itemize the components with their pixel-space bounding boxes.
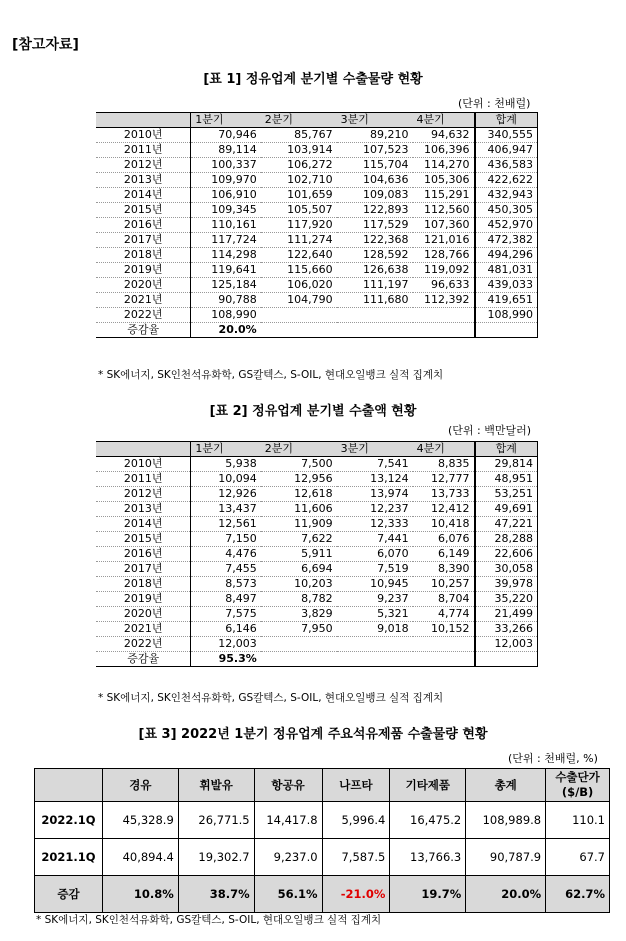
table1-header-cell: 1분기	[191, 113, 261, 128]
table-cell: 56.1%	[254, 876, 322, 913]
row-label: 2014년	[96, 188, 191, 203]
table-cell: 114,298	[191, 248, 261, 263]
table-cell: 103,914	[261, 143, 337, 158]
table-cell: 119,641	[191, 263, 261, 278]
table-cell: 6,694	[261, 562, 337, 577]
table-row	[96, 263, 538, 278]
row-label: 증감	[35, 876, 103, 913]
row-label: 2012년	[96, 158, 191, 173]
table-cell: 89,210	[337, 128, 413, 143]
table-cell: 12,777	[413, 472, 475, 487]
table-cell: 101,659	[261, 188, 337, 203]
table-cell: 109,970	[191, 173, 261, 188]
table-cell: 7,541	[337, 457, 413, 472]
table2-note: * SK에너지, SK인천석유화학, GS칼텍스, S-OIL, 현대오일뱅크 실적 집계치	[98, 692, 444, 704]
table-cell: 12,412	[413, 502, 475, 517]
row-label: 2011년	[96, 472, 191, 487]
table-cell: 108,989.8	[466, 802, 546, 839]
table-cell: 4,774	[413, 607, 475, 622]
table-cell: 12,003	[475, 637, 538, 652]
table-cell: 5,938	[191, 457, 261, 472]
table-cell: 109,345	[191, 203, 261, 218]
table-cell: 19,302.7	[178, 839, 254, 876]
table-cell	[337, 637, 413, 652]
table-cell: 481,031	[475, 263, 538, 278]
table-row	[96, 487, 538, 502]
table-cell: 106,396	[413, 143, 475, 158]
table-cell: 11,606	[261, 502, 337, 517]
row-label: 2021.1Q	[35, 839, 103, 876]
table-cell: 10,094	[191, 472, 261, 487]
row-label: 증감율	[96, 323, 191, 338]
table-cell	[337, 323, 413, 338]
table-cell: 10,203	[261, 577, 337, 592]
table-cell: 112,560	[413, 203, 475, 218]
table-cell: 108,990	[191, 308, 261, 323]
table1-header-row	[96, 113, 538, 128]
table-cell: 90,788	[191, 293, 261, 308]
table2-title: [표 2] 정유업계 분기별 수출액 현황	[209, 404, 417, 419]
row-label: 2016년	[96, 218, 191, 233]
table3-header-cell: 항공유	[254, 769, 322, 802]
table-cell: 7,622	[261, 532, 337, 547]
table-cell: 96,633	[413, 278, 475, 293]
table-cell: 39,978	[475, 577, 538, 592]
table-cell: 126,638	[337, 263, 413, 278]
table-cell: 12,333	[337, 517, 413, 532]
table-cell: 102,710	[261, 173, 337, 188]
table-cell: 122,368	[337, 233, 413, 248]
table-cell: 100,337	[191, 158, 261, 173]
table3-header-row	[35, 769, 610, 802]
table-cell: 8,573	[191, 577, 261, 592]
table-cell: 5,996.4	[322, 802, 390, 839]
table-cell: 117,724	[191, 233, 261, 248]
table-cell	[261, 308, 337, 323]
table-row	[96, 577, 538, 592]
table2-header-cell: 1분기	[191, 442, 261, 457]
table-cell	[261, 323, 337, 338]
table1-body	[96, 128, 538, 338]
table3-note: * SK에너지, SK인천석유화학, GS칼텍스, S-OIL, 현대오일뱅크 실적 집계치	[36, 914, 382, 926]
table-cell: 38.7%	[178, 876, 254, 913]
table-row	[35, 839, 610, 876]
table-cell: 10,152	[413, 622, 475, 637]
table-cell: 432,943	[475, 188, 538, 203]
table-cell: 494,296	[475, 248, 538, 263]
table-cell: 117,529	[337, 218, 413, 233]
table-row	[96, 622, 538, 637]
table-cell: 48,951	[475, 472, 538, 487]
table-cell	[337, 308, 413, 323]
table-cell	[337, 652, 413, 667]
table1-header-cell: 2분기	[261, 113, 337, 128]
table-row	[96, 637, 538, 652]
table-row	[96, 308, 538, 323]
row-label: 2013년	[96, 173, 191, 188]
table3-title: [표 3] 2022년 1분기 정유업계 주요석유제품 수출물량 현황	[138, 727, 488, 742]
table-cell: 110,161	[191, 218, 261, 233]
table-cell: 9,237	[337, 592, 413, 607]
table-cell: 115,704	[337, 158, 413, 173]
table-cell: 8,497	[191, 592, 261, 607]
table-cell: 13,766.3	[390, 839, 466, 876]
table-cell: 108,990	[475, 308, 538, 323]
table-cell: 70,946	[191, 128, 261, 143]
row-label: 2022년	[96, 637, 191, 652]
table-cell: 115,291	[413, 188, 475, 203]
table-cell: 29,814	[475, 457, 538, 472]
table-cell: 6,076	[413, 532, 475, 547]
table1-title: [표 1] 정유업계 분기별 수출물량 현황	[203, 72, 423, 87]
table-cell: 10,257	[413, 577, 475, 592]
table-cell: 13,733	[413, 487, 475, 502]
table-cell: 53,251	[475, 487, 538, 502]
table-cell: 12,618	[261, 487, 337, 502]
table-cell: 452,970	[475, 218, 538, 233]
table-cell: 85,767	[261, 128, 337, 143]
table-cell: 12,956	[261, 472, 337, 487]
table-row	[96, 173, 538, 188]
table-cell: 117,920	[261, 218, 337, 233]
table-cell: 94,632	[413, 128, 475, 143]
table-cell	[475, 652, 538, 667]
row-label: 2022년	[96, 308, 191, 323]
table-cell: 8,704	[413, 592, 475, 607]
table-cell: 105,507	[261, 203, 337, 218]
table-cell: 7,441	[337, 532, 413, 547]
table-cell: 106,910	[191, 188, 261, 203]
table-cell: 104,790	[261, 293, 337, 308]
table-cell: 111,197	[337, 278, 413, 293]
table-cell: 450,305	[475, 203, 538, 218]
table-cell: 125,184	[191, 278, 261, 293]
table-cell	[475, 323, 538, 338]
table-cell	[413, 323, 475, 338]
table1-header-cell: 4분기	[413, 113, 475, 128]
table-cell: 109,083	[337, 188, 413, 203]
row-label: 2010년	[96, 457, 191, 472]
row-label: 2015년	[96, 532, 191, 547]
row-label: 2019년	[96, 592, 191, 607]
table-cell: 122,640	[261, 248, 337, 263]
table-row	[96, 128, 538, 143]
table3-body	[35, 802, 610, 913]
row-label: 2013년	[96, 502, 191, 517]
table-row	[96, 158, 538, 173]
table-cell: 7,455	[191, 562, 261, 577]
table-cell: 21,499	[475, 607, 538, 622]
table-cell: 7,950	[261, 622, 337, 637]
row-label: 2020년	[96, 278, 191, 293]
table-cell: 10.8%	[102, 876, 178, 913]
table3-header-cell: 휘발유	[178, 769, 254, 802]
table2-header-cell: 4분기	[413, 442, 475, 457]
table-row	[35, 802, 610, 839]
table-cell: 95.3%	[191, 652, 261, 667]
table3-unit: (단위 : 천배럴, %)	[508, 752, 598, 765]
table-cell: 340,555	[475, 128, 538, 143]
table-cell: 9,237.0	[254, 839, 322, 876]
table-cell	[413, 652, 475, 667]
table-row	[96, 233, 538, 248]
table-cell: 90,787.9	[466, 839, 546, 876]
table-cell: 472,382	[475, 233, 538, 248]
table-cell: 67.7	[546, 839, 610, 876]
table-row	[96, 323, 538, 338]
table-cell: 6,149	[413, 547, 475, 562]
row-label: 2018년	[96, 577, 191, 592]
table3-header-cell: 나프타	[322, 769, 390, 802]
table-cell	[261, 637, 337, 652]
table-cell: 114,270	[413, 158, 475, 173]
row-label: 2016년	[96, 547, 191, 562]
table-cell: 3,829	[261, 607, 337, 622]
table-cell: 35,220	[475, 592, 538, 607]
table-cell: 6,146	[191, 622, 261, 637]
table-row	[96, 457, 538, 472]
row-label: 2011년	[96, 143, 191, 158]
table-cell: 26,771.5	[178, 802, 254, 839]
table-cell: 12,561	[191, 517, 261, 532]
table-cell: 14,417.8	[254, 802, 322, 839]
table-row	[96, 562, 538, 577]
table3-header-cell: 총계	[466, 769, 546, 802]
table-cell	[413, 308, 475, 323]
table2-header-cell	[96, 442, 191, 457]
table-cell: 110.1	[546, 802, 610, 839]
table-cell: 16,475.2	[390, 802, 466, 839]
row-label: 2021년	[96, 622, 191, 637]
table-row	[96, 592, 538, 607]
table-cell: -21.0%	[322, 876, 390, 913]
table-cell: 47,221	[475, 517, 538, 532]
table-cell: 5,321	[337, 607, 413, 622]
table-cell: 8,835	[413, 457, 475, 472]
table-cell: 49,691	[475, 502, 538, 517]
table-cell: 106,020	[261, 278, 337, 293]
table-cell: 12,926	[191, 487, 261, 502]
row-label: 2021년	[96, 293, 191, 308]
table-cell: 10,418	[413, 517, 475, 532]
table-row	[96, 652, 538, 667]
table-cell: 6,070	[337, 547, 413, 562]
table2-header-cell: 2분기	[261, 442, 337, 457]
table-cell: 7,150	[191, 532, 261, 547]
table-cell: 7,519	[337, 562, 413, 577]
row-label: 2017년	[96, 233, 191, 248]
table-cell: 8,390	[413, 562, 475, 577]
table-cell: 11,909	[261, 517, 337, 532]
table1	[96, 112, 538, 338]
table-row	[96, 293, 538, 308]
table-cell: 12,003	[191, 637, 261, 652]
table-cell: 119,092	[413, 263, 475, 278]
table-cell: 7,500	[261, 457, 337, 472]
row-label: 2017년	[96, 562, 191, 577]
table-cell: 33,266	[475, 622, 538, 637]
row-label: 2014년	[96, 517, 191, 532]
row-label: 2018년	[96, 248, 191, 263]
table-row	[96, 278, 538, 293]
row-label: 증감율	[96, 652, 191, 667]
table-cell: 30,058	[475, 562, 538, 577]
table-row	[96, 248, 538, 263]
table-row	[96, 188, 538, 203]
table-row	[35, 876, 610, 913]
table-cell: 106,272	[261, 158, 337, 173]
table2	[96, 441, 538, 667]
table-cell: 107,523	[337, 143, 413, 158]
table2-header-cell: 합계	[475, 442, 538, 457]
table2-body	[96, 457, 538, 667]
table3-header-cell	[35, 769, 103, 802]
table-row	[96, 502, 538, 517]
table2-header-row	[96, 442, 538, 457]
table-cell: 111,680	[337, 293, 413, 308]
table-cell: 111,274	[261, 233, 337, 248]
row-label: 2010년	[96, 128, 191, 143]
table-cell	[413, 637, 475, 652]
table-cell: 45,328.9	[102, 802, 178, 839]
table-cell: 12,237	[337, 502, 413, 517]
table-cell: 4,476	[191, 547, 261, 562]
table-row	[96, 607, 538, 622]
table3-header-cell: 수출단가 ($/B)	[546, 769, 610, 802]
row-label: 2022.1Q	[35, 802, 103, 839]
table-cell	[261, 652, 337, 667]
table2-header-cell: 3분기	[337, 442, 413, 457]
table-row	[96, 143, 538, 158]
table-cell: 22,606	[475, 547, 538, 562]
table-cell: 121,016	[413, 233, 475, 248]
table-cell: 104,636	[337, 173, 413, 188]
table-cell: 10,945	[337, 577, 413, 592]
table-cell: 107,360	[413, 218, 475, 233]
row-label: 2020년	[96, 607, 191, 622]
table-cell: 40,894.4	[102, 839, 178, 876]
table-cell: 115,660	[261, 263, 337, 278]
table-cell: 89,114	[191, 143, 261, 158]
table-cell: 28,288	[475, 532, 538, 547]
table-cell: 8,782	[261, 592, 337, 607]
table3-header-cell: 기타제품	[390, 769, 466, 802]
reference-label: [참고자료]	[12, 37, 79, 53]
table-cell: 436,583	[475, 158, 538, 173]
row-label: 2012년	[96, 487, 191, 502]
table3	[34, 768, 610, 913]
table-cell: 7,587.5	[322, 839, 390, 876]
table-row	[96, 218, 538, 233]
table-row	[96, 547, 538, 562]
row-label: 2019년	[96, 263, 191, 278]
table1-header-cell: 3분기	[337, 113, 413, 128]
table1-unit: (단위 : 천배럴)	[458, 97, 531, 110]
row-label: 2015년	[96, 203, 191, 218]
table-cell: 19.7%	[390, 876, 466, 913]
table1-header-cell: 합계	[475, 113, 538, 128]
table-cell: 128,766	[413, 248, 475, 263]
table3-header-cell: 경유	[102, 769, 178, 802]
table-row	[96, 472, 538, 487]
table-cell: 406,947	[475, 143, 538, 158]
table-cell: 7,575	[191, 607, 261, 622]
table-cell: 439,033	[475, 278, 538, 293]
table-cell: 9,018	[337, 622, 413, 637]
table-cell: 5,911	[261, 547, 337, 562]
table-cell: 13,124	[337, 472, 413, 487]
table-cell: 13,974	[337, 487, 413, 502]
table-cell: 128,592	[337, 248, 413, 263]
table1-header-cell	[96, 113, 191, 128]
table2-unit: (단위 : 백만달러)	[448, 424, 532, 437]
table-row	[96, 203, 538, 218]
table-row	[96, 532, 538, 547]
table-cell: 20.0%	[466, 876, 546, 913]
table-row	[96, 517, 538, 532]
table-cell: 20.0%	[191, 323, 261, 338]
table-cell: 62.7%	[546, 876, 610, 913]
table1-note: * SK에너지, SK인천석유화학, GS칼텍스, S-OIL, 현대오일뱅크 실적 집계치	[98, 369, 444, 381]
table-cell: 13,437	[191, 502, 261, 517]
table-cell: 422,622	[475, 173, 538, 188]
table-cell: 105,306	[413, 173, 475, 188]
table-cell: 122,893	[337, 203, 413, 218]
table-cell: 112,392	[413, 293, 475, 308]
table-cell: 419,651	[475, 293, 538, 308]
